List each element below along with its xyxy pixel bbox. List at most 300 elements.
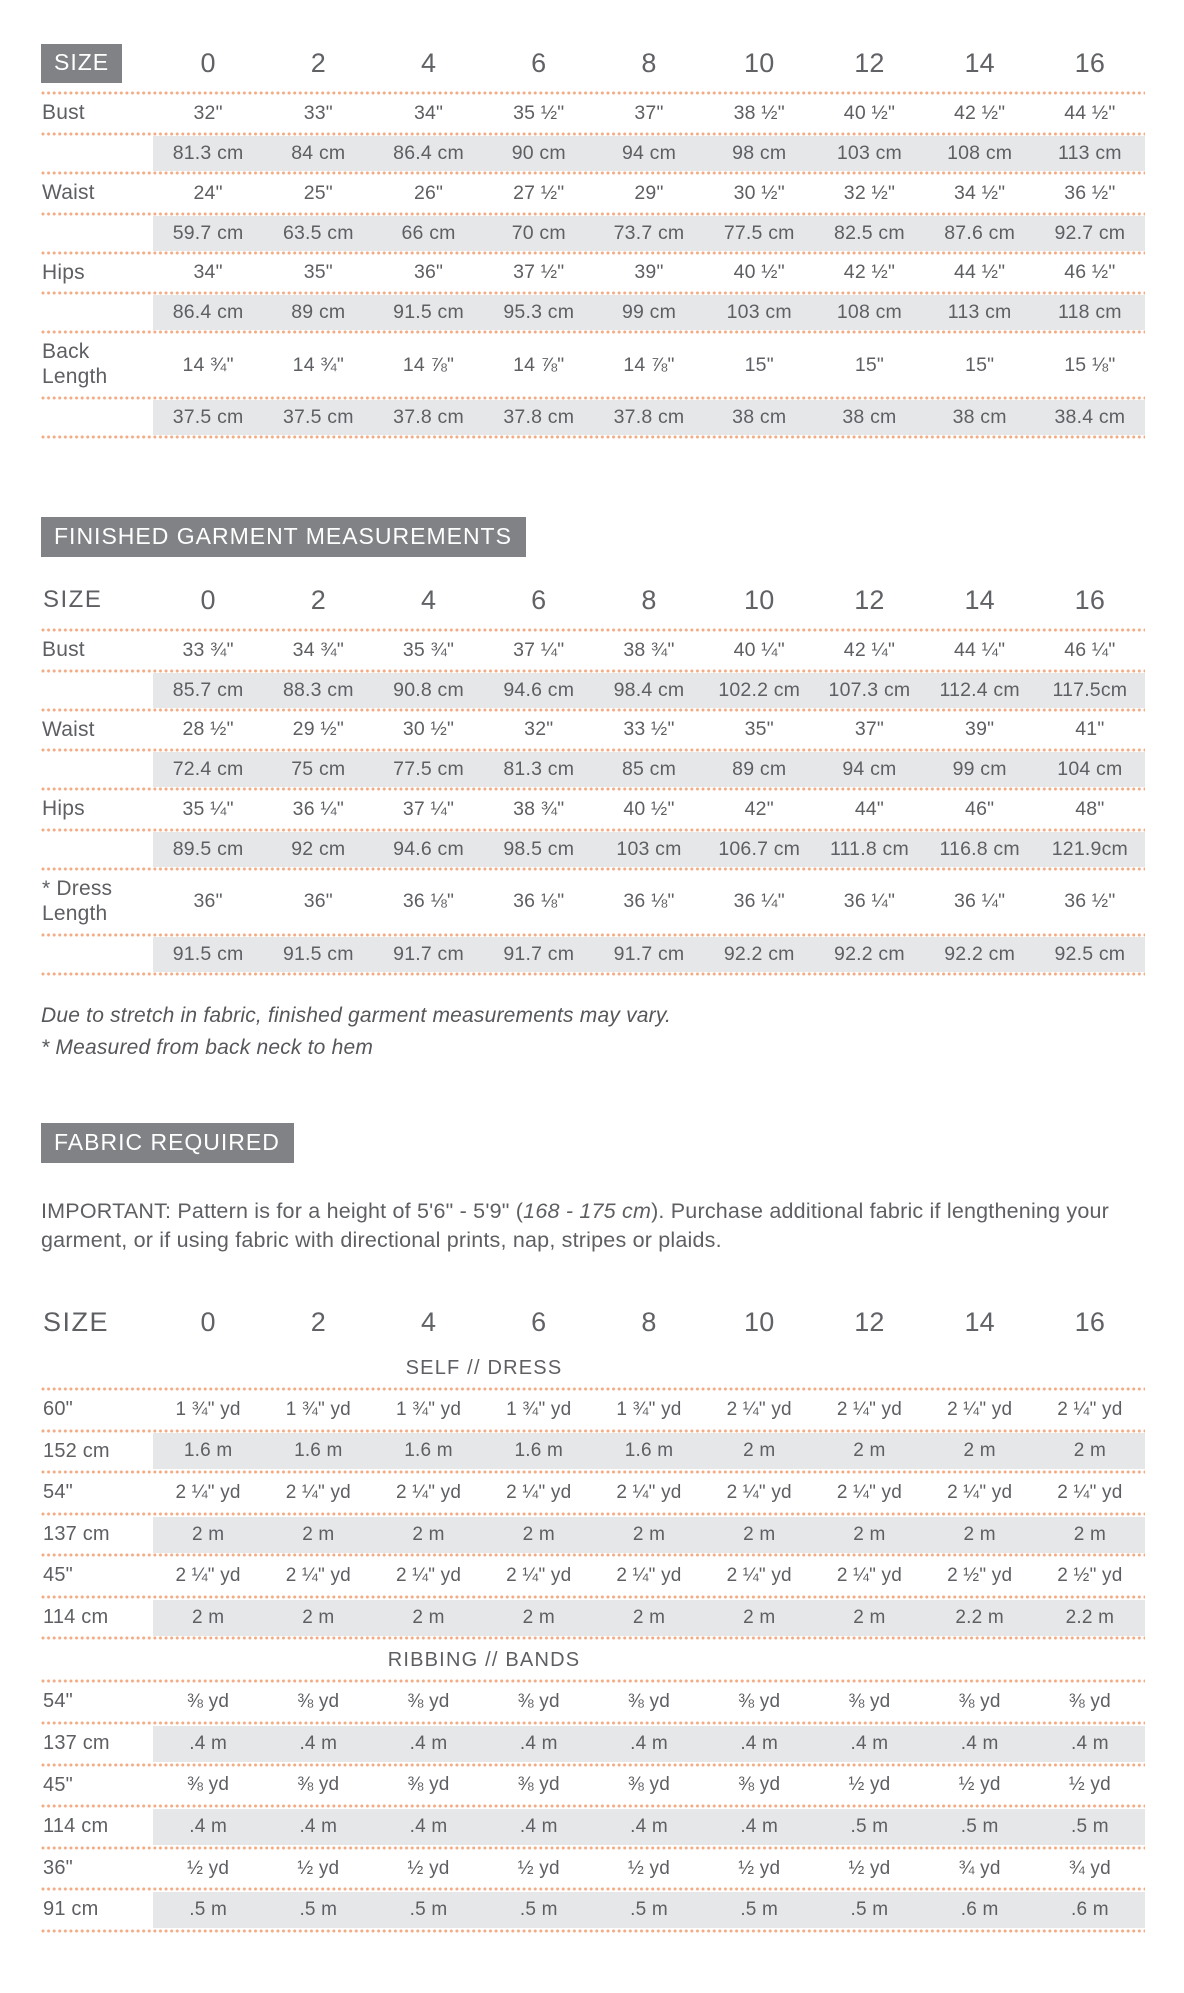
- measurement-value: 1.6 m: [594, 1433, 704, 1469]
- measurement-value: ½ yd: [848, 1857, 891, 1879]
- row-label: 91 cm: [41, 1891, 153, 1929]
- measurement-value: ¾ yd: [1068, 1857, 1111, 1879]
- row-label: Hips: [42, 797, 85, 821]
- size-column-header: 16: [1074, 1307, 1106, 1338]
- measurement-value: 35 ¼": [182, 798, 234, 821]
- measurement-value: 2 ¼" yd: [506, 1481, 572, 1503]
- size-column-header: 16: [1074, 48, 1106, 78]
- measurement-value: 92.2 cm: [704, 937, 814, 972]
- measurement-value: 2 m: [704, 1600, 814, 1636]
- measurement-value: .6 m: [925, 1892, 1035, 1928]
- measurement-value: 37": [854, 718, 885, 741]
- measurement-value: 33 ¾": [182, 638, 234, 661]
- measurement-value: 94 cm: [594, 136, 704, 171]
- measurement-value: ⅜ yd: [517, 1691, 560, 1713]
- measurement-value: ½ yd: [738, 1857, 781, 1879]
- measurement-value: 106.7 cm: [704, 832, 814, 867]
- row-label: [41, 411, 153, 423]
- measurement-value: ⅜ yd: [738, 1691, 781, 1713]
- measurement-value: 98.5 cm: [484, 832, 594, 867]
- measurement-value: 24": [193, 181, 223, 204]
- measurement-value: ⅜ yd: [627, 1774, 670, 1796]
- measurement-value: 86.4 cm: [153, 295, 263, 330]
- table-row: [41, 1516, 1145, 1554]
- row-label: [41, 948, 153, 960]
- measurement-value: 104 cm: [1035, 752, 1145, 787]
- measurement-value: 14 ¾": [182, 353, 234, 376]
- measurement-value: 85.7 cm: [153, 673, 263, 708]
- measurement-value: 84 cm: [263, 136, 373, 171]
- measurement-value: 38 cm: [814, 400, 924, 435]
- measurement-value: 2 m: [373, 1600, 483, 1636]
- measurement-value: 82.5 cm: [814, 216, 924, 251]
- body-measurements-table: [41, 44, 1145, 439]
- measurement-value: 1.6 m: [484, 1433, 594, 1469]
- measurement-value: ⅜ yd: [848, 1691, 891, 1713]
- table-row: [41, 175, 1145, 212]
- measurement-value: 95.3 cm: [484, 295, 594, 330]
- fabric-required-title: FABRIC REQUIRED: [41, 1123, 294, 1163]
- measurement-value: 117.5cm: [1035, 673, 1145, 708]
- measurement-value: ¾ yd: [958, 1857, 1001, 1879]
- measurement-value: 103 cm: [814, 136, 924, 171]
- measurement-value: 15": [854, 353, 885, 376]
- row-label: Bust: [42, 101, 85, 124]
- measurement-value: 38 ¾": [623, 638, 675, 661]
- measurement-value: 36 ⅛": [623, 890, 675, 913]
- row-label: 137 cm: [41, 1516, 153, 1554]
- measurement-value: 2 ¼" yd: [726, 1398, 792, 1420]
- measurement-value: 33": [303, 101, 333, 124]
- measurement-value: 1 ¾" yd: [285, 1398, 351, 1420]
- measurement-value: 2 ¼" yd: [836, 1398, 903, 1420]
- measurement-value: 41": [1075, 718, 1105, 741]
- measurement-value: 35": [744, 718, 774, 741]
- finished-garment-title: FINISHED GARMENT MEASUREMENTS: [41, 517, 526, 557]
- measurement-value: 36 ¼": [843, 890, 896, 913]
- measurement-value: 72.4 cm: [153, 752, 263, 787]
- row-label: Waist: [42, 717, 95, 741]
- row-label: 36": [43, 1856, 73, 1879]
- row-label: Bust: [42, 637, 85, 661]
- measurement-value: .5 m: [1035, 1809, 1145, 1845]
- measurement-value: 92.7 cm: [1035, 216, 1145, 251]
- measurement-value: .4 m: [263, 1809, 373, 1845]
- row-label: 114 cm: [41, 1599, 153, 1637]
- measurement-value: 36": [303, 890, 333, 913]
- measurement-value: .5 m: [153, 1892, 263, 1928]
- measurement-value: 91.5 cm: [153, 937, 263, 972]
- table-row: [41, 295, 1145, 330]
- table-row: [41, 752, 1145, 787]
- measurement-value: .4 m: [704, 1809, 814, 1845]
- measurement-value: 38 cm: [704, 400, 814, 435]
- measurement-value: 37": [634, 101, 664, 124]
- measurement-value: 2 m: [484, 1517, 594, 1553]
- measurement-value: 103 cm: [704, 295, 814, 330]
- row-label: 45": [43, 1773, 73, 1796]
- measurement-value: .4 m: [925, 1726, 1035, 1762]
- measurement-value: 2 m: [263, 1600, 373, 1636]
- size-column-header: 6: [531, 584, 547, 615]
- measurement-value: 91.7 cm: [594, 937, 704, 972]
- measurement-value: 42 ¼": [843, 638, 896, 661]
- measurement-value: 30 ½": [402, 718, 455, 741]
- measurement-value: 15": [744, 353, 774, 376]
- measurement-value: 44 ½": [954, 261, 1006, 284]
- measurement-value: 40 ¼": [733, 638, 785, 661]
- measurement-value: ½ yd: [848, 1774, 891, 1796]
- measurement-value: 77.5 cm: [373, 752, 483, 787]
- measurement-value: 85 cm: [594, 752, 704, 787]
- row-label: Waist: [42, 180, 95, 204]
- measurement-value: 44 ¼": [954, 638, 1006, 661]
- row-label: * Dress Length: [42, 877, 113, 925]
- measurement-value: ½ yd: [627, 1857, 670, 1879]
- measurement-value: 37.8 cm: [373, 400, 483, 435]
- measurement-value: 15 ⅛": [1064, 353, 1116, 376]
- measurement-value: 37 ¼": [513, 638, 565, 661]
- important-note: [41, 1197, 1145, 1256]
- table-row: [41, 1557, 1145, 1595]
- measurement-value: 37.5 cm: [153, 400, 263, 435]
- measurement-value: 38 ½": [733, 101, 785, 124]
- size-column-header: 10: [744, 1307, 775, 1338]
- size-header-label: SIZE: [43, 1307, 110, 1338]
- measurement-value: 36 ⅛": [402, 890, 455, 913]
- measurement-value: .5 m: [594, 1892, 704, 1928]
- measurement-value: 99 cm: [925, 752, 1035, 787]
- measurement-value: ½ yd: [407, 1857, 450, 1879]
- measurement-value: 46 ¼": [1064, 638, 1116, 661]
- measurement-value: 113 cm: [1035, 136, 1145, 171]
- measurement-value: .5 m: [373, 1892, 483, 1928]
- measurement-value: ½ yd: [187, 1857, 230, 1879]
- measurement-value: 33 ½": [623, 718, 675, 741]
- size-column-header: 10: [744, 48, 775, 78]
- fabric-required-table: [41, 1300, 1145, 1933]
- measurement-value: 91.5 cm: [373, 295, 483, 330]
- stretch-note: Due to stretch in fabric, finished garment measurements may vary.: [41, 1003, 672, 1027]
- row-label: [41, 844, 153, 856]
- fabric-subheader: RIBBING // BANDS: [387, 1649, 581, 1672]
- measurement-value: 34 ½": [954, 181, 1006, 204]
- row-label: 114 cm: [41, 1808, 153, 1846]
- measurement-value: 2 ¼" yd: [395, 1481, 462, 1503]
- measurement-value: 34": [193, 261, 223, 284]
- row-label: [41, 147, 153, 159]
- measurement-value: 39": [634, 261, 664, 284]
- measurement-value: 75 cm: [263, 752, 373, 787]
- measurement-value: 37.5 cm: [263, 400, 373, 435]
- measurement-value: 2 ¼" yd: [836, 1481, 903, 1503]
- measurement-value: 40 ½": [843, 101, 896, 124]
- table-row: [41, 1599, 1145, 1637]
- table-row: [41, 1767, 1145, 1805]
- dotted-divider: [41, 972, 1145, 976]
- row-label: [41, 307, 153, 319]
- measurement-value: 91.5 cm: [263, 937, 373, 972]
- measurement-value: 89 cm: [263, 295, 373, 330]
- row-label: Back Length: [42, 340, 108, 389]
- measurement-value: 2 m: [925, 1517, 1035, 1553]
- measurement-value: .4 m: [263, 1726, 373, 1762]
- table-row: [41, 1683, 1145, 1721]
- measurement-value: 36": [413, 261, 444, 284]
- size-column-header: 6: [531, 1307, 547, 1338]
- measurement-value: .4 m: [373, 1726, 483, 1762]
- measurement-value: 34 ¾": [292, 638, 344, 661]
- measurement-value: 30 ½": [733, 181, 785, 204]
- measurement-value: 2 m: [704, 1433, 814, 1469]
- table-row: [41, 95, 1145, 132]
- measurement-value: 89 cm: [704, 752, 814, 787]
- measurement-value: 2 ¼" yd: [836, 1565, 903, 1587]
- measurement-value: 34": [413, 101, 444, 124]
- measurement-value: 2 m: [814, 1600, 924, 1636]
- measurement-value: 36 ¼": [292, 798, 344, 821]
- measurement-value: 38 cm: [925, 400, 1035, 435]
- measurement-value: 92 cm: [263, 832, 373, 867]
- measurement-value: 59.7 cm: [153, 216, 263, 251]
- measurement-value: 99 cm: [594, 295, 704, 330]
- measurement-value: ½ yd: [517, 1857, 560, 1879]
- row-label: 54": [43, 1690, 73, 1713]
- measurement-value: 44 ½": [1064, 101, 1116, 124]
- measurement-value: 73.7 cm: [594, 216, 704, 251]
- measurement-value: 2 ½" yd: [947, 1565, 1013, 1587]
- measurement-value: 38.4 cm: [1035, 400, 1145, 435]
- measurement-value: 2 ¼" yd: [1057, 1481, 1123, 1503]
- body-measurements-section: [41, 44, 1145, 439]
- measurement-value: 2 m: [1035, 1517, 1145, 1553]
- size-column-header: 2: [310, 584, 326, 615]
- fabric-subheader: SELF // DRESS: [405, 1356, 563, 1379]
- measurement-value: 2 ¼" yd: [726, 1481, 792, 1503]
- measurement-value: 87.6 cm: [925, 216, 1035, 251]
- measurement-value: 2 ¼" yd: [616, 1481, 682, 1503]
- measurement-value: 40 ½": [733, 261, 785, 284]
- table-row: [41, 1891, 1145, 1929]
- measurement-value: 27 ½": [513, 181, 565, 204]
- measurement-value: 89.5 cm: [153, 832, 263, 867]
- measurement-value: 2.2 m: [1035, 1600, 1145, 1636]
- finished-garment-table: [41, 581, 1145, 976]
- measurement-value: 44": [854, 798, 885, 821]
- measurement-value: 2 ¼" yd: [395, 1565, 462, 1587]
- size-column-header: 4: [420, 584, 437, 615]
- measurement-value: .5 m: [925, 1809, 1035, 1845]
- size-column-header: 10: [744, 584, 775, 615]
- measurement-value: 113 cm: [925, 295, 1035, 330]
- measurement-value: ⅜ yd: [187, 1691, 230, 1713]
- measurement-value: 1 ¾" yd: [395, 1398, 462, 1420]
- measurement-value: ⅜ yd: [297, 1691, 340, 1713]
- measurement-value: 2 m: [704, 1517, 814, 1553]
- measurement-value: 2 m: [814, 1433, 924, 1469]
- measurement-value: 2 m: [594, 1517, 704, 1553]
- table-row: [41, 255, 1145, 292]
- measurement-value: 1 ¾" yd: [175, 1398, 241, 1420]
- measurement-value: .4 m: [594, 1726, 704, 1762]
- measurement-value: 2 m: [1035, 1433, 1145, 1469]
- measurement-value: 111.8 cm: [814, 832, 924, 867]
- table-row: [41, 1474, 1145, 1512]
- measurement-value: ⅜ yd: [297, 1774, 340, 1796]
- measurement-value: 1.6 m: [153, 1433, 263, 1469]
- measurement-value: 2 ¼" yd: [506, 1565, 572, 1587]
- measurement-value: 1 ¾" yd: [616, 1398, 682, 1420]
- measurement-value: 121.9cm: [1035, 832, 1145, 867]
- measurement-value: 37.8 cm: [594, 400, 704, 435]
- measurement-value: 92.5 cm: [1035, 937, 1145, 972]
- size-column-header: 12: [854, 584, 885, 615]
- table-row: [41, 871, 1145, 933]
- measurement-value: 102.2 cm: [704, 673, 814, 708]
- size-column-header: 4: [420, 1307, 437, 1338]
- size-column-header: 14: [964, 48, 995, 78]
- row-label: 152 cm: [41, 1433, 153, 1471]
- measurement-value: .4 m: [153, 1726, 263, 1762]
- measurement-value: 37.8 cm: [484, 400, 594, 435]
- measurement-value: 37 ½": [513, 261, 565, 284]
- measurement-value: .4 m: [704, 1726, 814, 1762]
- measurement-value: .5 m: [814, 1892, 924, 1928]
- measurement-value: 2 ¼" yd: [947, 1398, 1013, 1420]
- table-row: [41, 832, 1145, 867]
- size-column-header: 16: [1074, 584, 1106, 615]
- measurement-value: 28 ½": [182, 718, 234, 741]
- dotted-divider: [41, 435, 1145, 439]
- measurement-value: 2 m: [484, 1600, 594, 1636]
- row-label: 137 cm: [41, 1725, 153, 1763]
- row-label: [41, 764, 153, 776]
- measurement-value: .5 m: [263, 1892, 373, 1928]
- measurement-value: 46 ½": [1064, 261, 1116, 284]
- measurement-value: .5 m: [484, 1892, 594, 1928]
- measurement-value: ⅜ yd: [627, 1691, 670, 1713]
- measurement-value: .4 m: [153, 1809, 263, 1845]
- measurement-value: .5 m: [704, 1892, 814, 1928]
- measurement-value: 118 cm: [1035, 295, 1145, 330]
- measurement-value: ⅜ yd: [407, 1691, 450, 1713]
- size-column-header: 0: [200, 48, 216, 78]
- measurement-value: 91.7 cm: [373, 937, 483, 972]
- measurement-value: .4 m: [373, 1809, 483, 1845]
- measurement-value: 14 ⅞": [402, 353, 455, 376]
- important-note-metric: 168 - 175 cm: [523, 1198, 652, 1223]
- row-label: [41, 227, 153, 239]
- measurement-value: 46": [965, 798, 995, 821]
- important-note-suffix: ). Purchase additional fabric if lengthening your garment, or if using fabric with directional prints, nap, stripes or plaids.: [41, 1198, 1110, 1253]
- measurement-value: 1.6 m: [263, 1433, 373, 1469]
- fabric-required-section: [41, 1123, 1145, 1933]
- measurement-value: 92.2 cm: [925, 937, 1035, 972]
- size-column-header: 12: [854, 1307, 885, 1338]
- measurement-value: 70 cm: [484, 216, 594, 251]
- measurement-value: 32 ½": [843, 181, 896, 204]
- measurement-value: 1.6 m: [373, 1433, 483, 1469]
- measurement-value: 2 m: [153, 1600, 263, 1636]
- measurement-value: 1 ¾" yd: [506, 1398, 572, 1420]
- table-row: [41, 632, 1145, 669]
- measurement-value: 36 ⅛": [513, 890, 565, 913]
- finished-garment-section: [41, 517, 1145, 1065]
- measurement-value: 2 ½" yd: [1057, 1565, 1123, 1587]
- measurement-value: 103 cm: [594, 832, 704, 867]
- measurement-value: 36 ¼": [954, 890, 1006, 913]
- measurement-value: 36 ½": [1064, 890, 1116, 913]
- measurement-value: ⅜ yd: [187, 1774, 230, 1796]
- table-row: [41, 791, 1145, 828]
- measurement-value: 48": [1075, 798, 1105, 821]
- measurement-value: 2 ¼" yd: [1057, 1398, 1123, 1420]
- measurement-value: 108 cm: [925, 136, 1035, 171]
- measurement-value: 2 ¼" yd: [726, 1565, 792, 1587]
- measurement-value: 32": [193, 101, 223, 124]
- measurement-value: .5 m: [814, 1809, 924, 1845]
- row-label: 54": [43, 1481, 73, 1504]
- size-column-header: 4: [420, 48, 437, 78]
- measurement-value: 37 ¼": [402, 798, 455, 821]
- size-header-row: [41, 44, 1145, 83]
- measurement-value: 35 ½": [513, 101, 565, 124]
- size-column-header: 8: [641, 1307, 657, 1338]
- size-header-label: SIZE: [41, 44, 122, 82]
- measurement-value: 86.4 cm: [373, 136, 483, 171]
- measurement-value: 2 m: [594, 1600, 704, 1636]
- table-row: [41, 334, 1145, 396]
- measurement-value: 98.4 cm: [594, 673, 704, 708]
- table-row: [41, 1433, 1145, 1471]
- measurement-value: 94.6 cm: [373, 832, 483, 867]
- measurement-value: 29 ½": [292, 718, 344, 741]
- measurement-value: 90.8 cm: [373, 673, 483, 708]
- measurement-value: 32": [524, 718, 554, 741]
- measurement-value: 2 ¼" yd: [947, 1481, 1013, 1503]
- measurement-value: 63.5 cm: [263, 216, 373, 251]
- measurement-value: ½ yd: [958, 1774, 1001, 1796]
- size-column-header: 0: [200, 1307, 216, 1338]
- measurement-value: 92.2 cm: [814, 937, 924, 972]
- measurement-value: 2 ¼" yd: [285, 1481, 351, 1503]
- measurement-value: 29": [634, 181, 664, 204]
- dotted-divider: [41, 1929, 1145, 1933]
- row-label: [41, 684, 153, 696]
- size-column-header: 14: [964, 584, 995, 615]
- size-column-header: 14: [964, 1307, 995, 1338]
- measurement-value: 90 cm: [484, 136, 594, 171]
- size-column-header: 6: [531, 48, 547, 78]
- measurement-value: 2 m: [814, 1517, 924, 1553]
- measurement-value: 14 ¾": [292, 353, 344, 376]
- measurement-value: ⅜ yd: [407, 1774, 450, 1796]
- size-column-header: 12: [854, 48, 885, 78]
- table-row: [41, 136, 1145, 171]
- measurement-value: 2 ¼" yd: [175, 1481, 241, 1503]
- table-row: [41, 1850, 1145, 1888]
- measurement-value: 2 m: [263, 1517, 373, 1553]
- measurement-value: 98 cm: [704, 136, 814, 171]
- measurement-value: .4 m: [484, 1726, 594, 1762]
- measurement-value: 88.3 cm: [263, 673, 373, 708]
- measurement-value: 91.7 cm: [484, 937, 594, 972]
- measurement-value: 2 ¼" yd: [175, 1565, 241, 1587]
- size-column-header: 2: [310, 48, 326, 78]
- measurement-value: ½ yd: [297, 1857, 340, 1879]
- measurement-value: 15": [965, 353, 995, 376]
- size-column-header: 2: [310, 1307, 326, 1338]
